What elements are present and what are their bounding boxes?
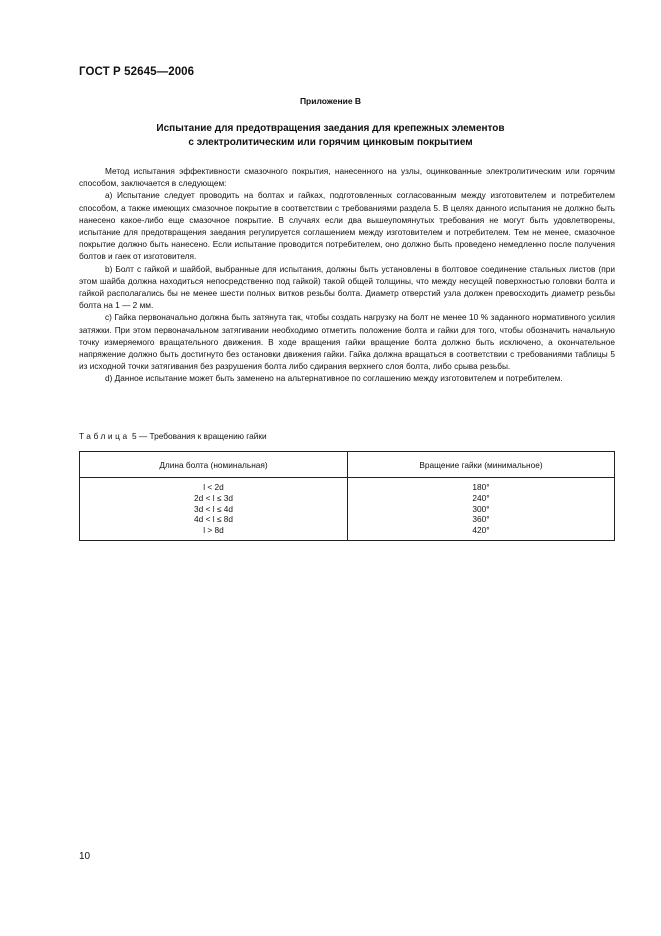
table-caption (79, 431, 267, 441)
paragraph-c: c) Гайка первоначально должна быть затянута так, чтобы создать нагрузку на болт не менее 10 % заданного нормативного усилия затяжки. При этом первоначальном затягивании необходимо отметить положение болта и гайки для того, чтобы обозначить начальную точку измеряемого вращательного движения. В ходе вращения гайки вращение болта должно быть исключено, а окончательное напряжение должно быть достигнуто без остановки движения гайки. Гайка должна вращаться в соответствии с требованиями таблицы 5 из исходной точки затягивания без разрушения болта либо сдирания верхнего слоя болта, либо срыва резьбы. (79, 312, 615, 372)
standard-code: ГОСТ Р 52645—2006 (79, 66, 195, 78)
annex-title-line-1: Испытание для предотвращения заедания для крепежных элементов (156, 123, 505, 134)
body-text (79, 165, 615, 385)
annex-label: Приложение В (299, 96, 362, 106)
nut-rotation-value: 300° (472, 503, 490, 514)
bolt-length-value: 4d < l ≤ 8d (194, 514, 233, 525)
bolt-length-value: 2d < l ≤ 3d (194, 492, 233, 503)
nut-rotation-value: 420° (472, 525, 490, 536)
bolt-length-value: 3d < l ≤ 4d (194, 503, 233, 514)
bolt-length-value: l < 2d (203, 482, 224, 492)
header-bolt-length: Длина болта (номинальная) (80, 452, 348, 478)
nut-rotation-value: 240° (472, 492, 490, 503)
table-header-row (80, 452, 615, 478)
paragraph-intro: Метод испытания эффективности смазочного покрытия, нанесенного на узлы, оцинкованные электролитическим или горячим способом, заключается в следующем: (79, 166, 615, 189)
annex-title (0, 122, 661, 149)
paragraph-d: d) Данное испытание может быть заменено на альтернативное по соглашению между изготовителем и потребителем. (105, 373, 563, 384)
paragraph-b: b) Болт с гайкой и шайбой, выбранные для испытания, должны быть установлены в болтовое соединение стальных листов (при этом шайба должна находиться непосредственно под гайкой) такой общей толщины, что между несущей поверхностью головки болта и гайкой располагались бы не менее шести полных витков резьбы болта. Диаметр отверстий узла должен превосходить диаметр резьбы болта на 1 — 2 мм. (79, 263, 615, 311)
paragraph-a: a) Испытание следует проводить на болтах и гайках, подготовленных согласованным между изготовителем и потребителем способом, а также имеющих смазочное покрытие в соответствии с требованиями раздела 5. В целях данного испытания не должно быть нанесено какое-либо еще смазочное покрытие. В случаях если два вышеупомянутых требования не могут быть удовлетворены, испытание для предотвращения заедания регулируется соглашением между изготовителем и потребителем. Тем не менее, смазочное покрытие должно быть нанесено. Если испытание проводится потребителем, оно должно быть проведено немедленно после получения болтов и гаек от изготовителя. (79, 190, 615, 262)
nut-rotation-value: 360° (472, 514, 490, 525)
nut-rotation-value: 180° (472, 482, 490, 492)
bolt-length-value: l > 8d (203, 525, 224, 536)
requirements-table (79, 451, 615, 541)
header-nut-rotation: Вращение гайки (минимальное) (348, 452, 615, 478)
bolt-length-cell (80, 478, 348, 541)
nut-rotation-cell (348, 478, 615, 541)
annex-title-line-2: с электролитическим или горячим цинковым покрытием (188, 136, 473, 148)
table-row (80, 478, 615, 541)
table-caption-prefix: Таблица (79, 431, 130, 441)
table-caption-text: 5 — Требования к вращению гайки (129, 431, 267, 441)
page-number: 10 (79, 851, 91, 862)
